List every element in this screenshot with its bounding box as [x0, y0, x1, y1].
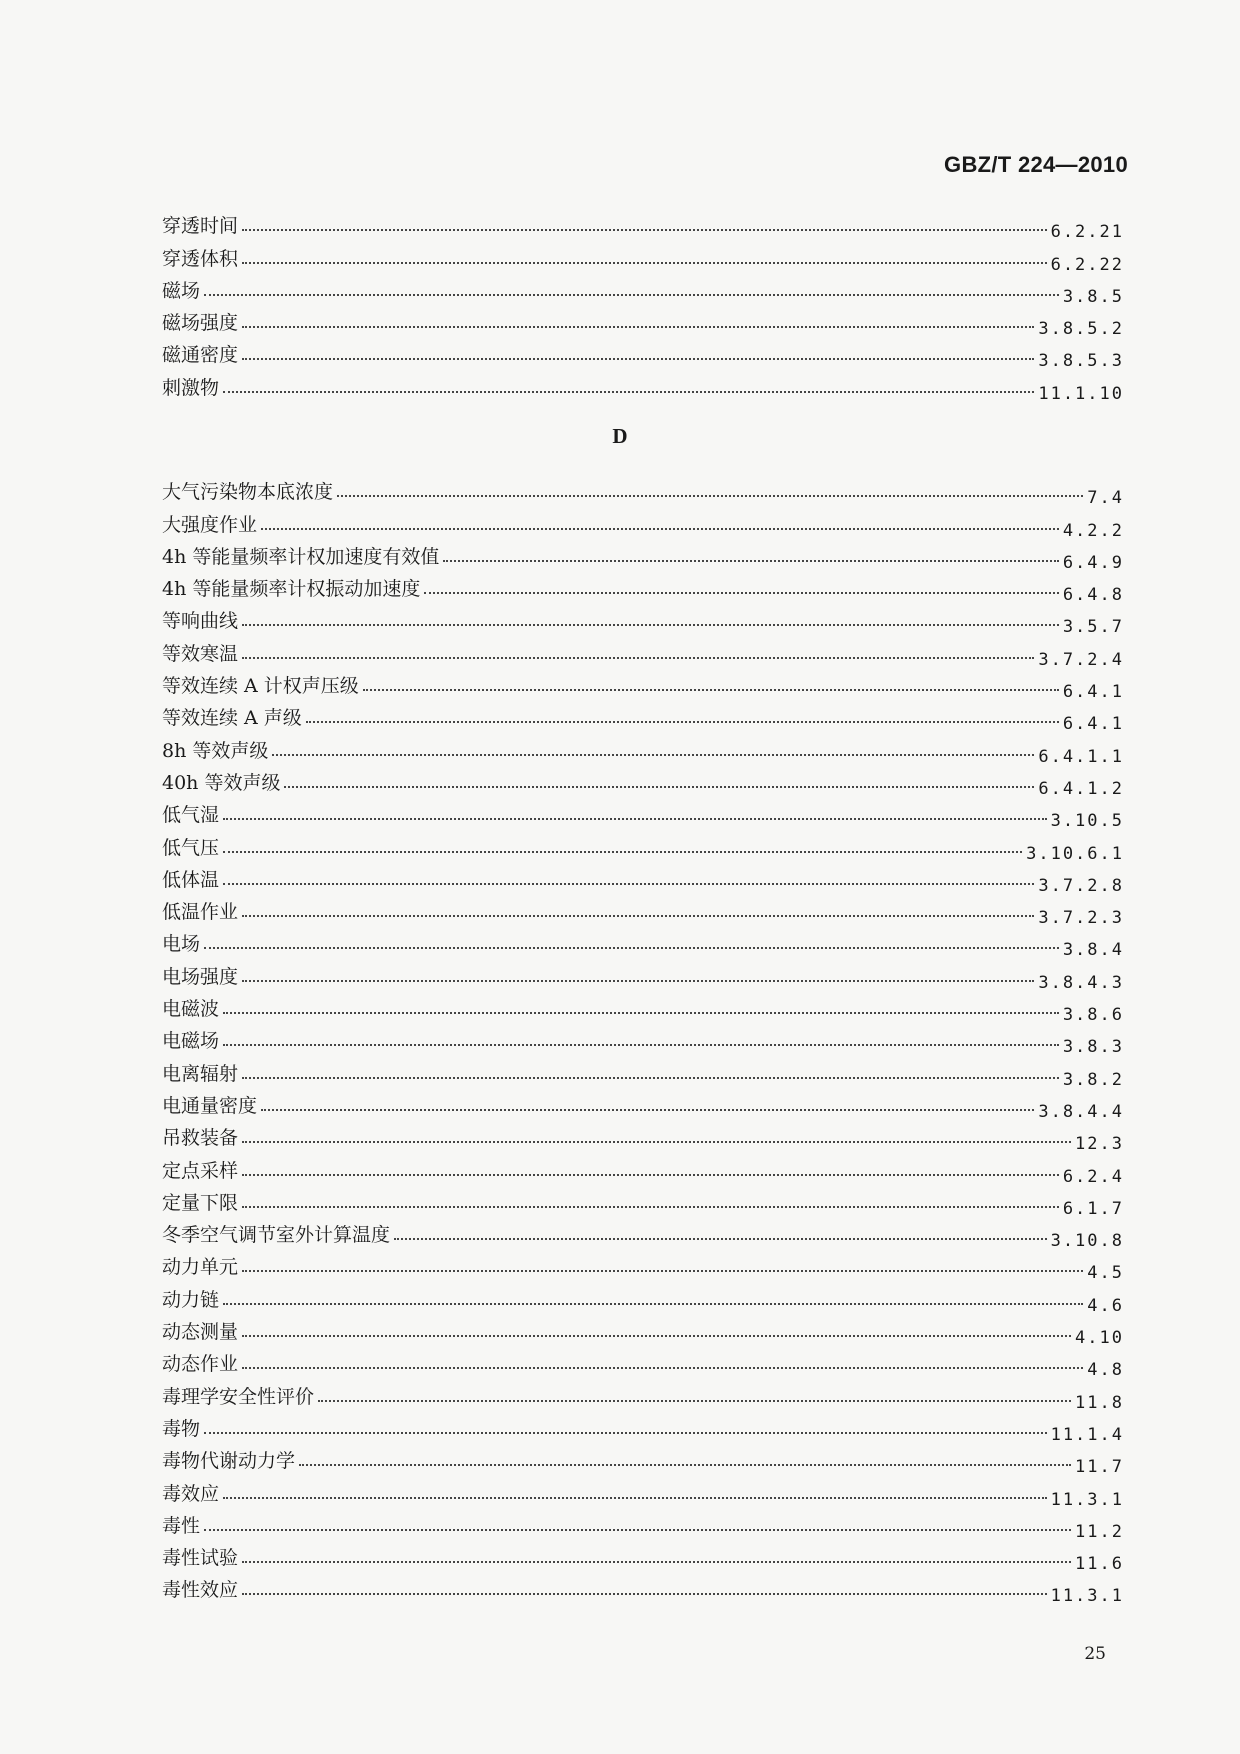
clause-reference: 6.2.22 [1050, 254, 1124, 275]
dot-leader [242, 262, 1047, 264]
clause-reference: 4.6 [1087, 1295, 1124, 1316]
index-term: 动力单元 [162, 1256, 239, 1279]
page-number: 25 [1084, 1644, 1106, 1664]
index-term: 等响曲线 [162, 610, 239, 633]
index-entry [162, 1310, 1124, 1349]
clause-reference: 3.8.6 [1062, 1005, 1124, 1026]
section-letter-d: D [612, 424, 628, 448]
index-term: 电场 [162, 933, 201, 956]
index-entry [162, 1148, 1124, 1187]
clause-reference: 4.2.2 [1062, 520, 1124, 541]
index-entry [162, 825, 1124, 864]
clause-reference: 6.4.1 [1062, 682, 1124, 703]
clause-reference: 3.7.2.4 [1038, 649, 1124, 670]
clause-reference: 12.3 [1075, 1134, 1124, 1155]
clause-reference: 11.1.10 [1038, 383, 1124, 404]
clause-reference: 3.7.2.3 [1038, 908, 1124, 929]
clause-reference: 4.10 [1075, 1328, 1124, 1349]
index-term: 毒物 [162, 1417, 201, 1440]
dot-leader [242, 1141, 1071, 1143]
clause-reference: 3.10.5 [1050, 811, 1124, 832]
dot-leader [242, 915, 1034, 917]
index-entry [162, 333, 1124, 372]
dot-leader [204, 947, 1059, 949]
index-term: 40h 等效声级 [162, 771, 281, 794]
dot-leader [242, 657, 1034, 659]
clause-reference: 3.8.4 [1062, 940, 1124, 961]
index-entry [162, 1084, 1124, 1122]
index-entry [162, 728, 1124, 767]
dot-leader [242, 1174, 1059, 1176]
index-term: 冬季空气调节室外计算温度 [162, 1224, 391, 1247]
clause-reference: 6.2.21 [1050, 222, 1124, 243]
clause-reference: 4.5 [1087, 1263, 1124, 1284]
dot-leader [318, 1400, 1071, 1402]
index-term: 毒物代谢动力学 [162, 1450, 296, 1473]
index-term: 等效连续 A 声级 [162, 707, 302, 730]
dot-leader [204, 1432, 1047, 1434]
index-entry [162, 1568, 1124, 1607]
clause-reference: 3.8.5.3 [1038, 351, 1124, 372]
index-term: 低体温 [162, 868, 220, 891]
index-entry [162, 567, 1124, 606]
index-entry [162, 1471, 1124, 1510]
index-entry [162, 470, 1124, 509]
index-entry [162, 502, 1124, 541]
dot-leader [223, 851, 1022, 853]
clause-reference: 11.7 [1075, 1457, 1124, 1478]
dot-leader [242, 1367, 1083, 1369]
clause-reference: 3.8.2 [1062, 1069, 1124, 1090]
clause-reference: 3.8.4.4 [1038, 1101, 1124, 1122]
clause-reference: 11.1.4 [1050, 1424, 1124, 1445]
dot-leader [223, 1012, 1059, 1014]
index-term: 毒理学安全性评价 [162, 1385, 315, 1408]
index-entry [162, 793, 1124, 832]
index-entry [162, 761, 1124, 799]
clause-reference: 6.2.4 [1062, 1166, 1124, 1187]
dot-leader [363, 689, 1059, 691]
dot-leader [306, 721, 1059, 723]
index-entry [162, 1116, 1124, 1155]
index-term: 大强度作业 [162, 513, 258, 536]
index-term: 定点采样 [162, 1159, 239, 1182]
dot-leader [242, 326, 1034, 328]
index-entry [162, 301, 1124, 340]
dot-leader [242, 1561, 1071, 1563]
index-entry [162, 1439, 1124, 1478]
clause-reference: 6.1.7 [1062, 1198, 1124, 1219]
index-entry [162, 1213, 1124, 1252]
index-term: 毒性效应 [162, 1579, 239, 1602]
index-term: 等效连续 A 计权声压级 [162, 675, 359, 698]
index-entry [162, 204, 1124, 243]
clause-reference: 3.7.2.8 [1038, 875, 1124, 896]
index-term: 磁通密度 [162, 344, 239, 367]
index-term: 毒性试验 [162, 1547, 239, 1570]
dot-leader [261, 1109, 1034, 1111]
dot-leader [223, 1497, 1047, 1499]
index-term: 4h 等能量频率计权振动加速度 [162, 578, 421, 601]
index-term: 电场强度 [162, 965, 239, 988]
index-entry [162, 631, 1124, 670]
dot-leader [242, 624, 1059, 626]
clause-reference: 7.4 [1087, 488, 1124, 509]
index-entry [162, 535, 1124, 573]
clause-reference: 6.4.1.1 [1038, 746, 1124, 767]
index-term: 动态作业 [162, 1353, 239, 1376]
index-term: 电通量密度 [162, 1094, 258, 1117]
index-entry [162, 987, 1124, 1026]
index-entry [162, 1051, 1124, 1090]
index-term: 8h 等效声级 [162, 739, 269, 762]
index-entry [162, 1245, 1124, 1284]
clause-reference: 3.8.3 [1062, 1037, 1124, 1058]
dot-leader [261, 528, 1059, 530]
index-term: 毒性 [162, 1514, 201, 1537]
index-term: 电磁波 [162, 998, 220, 1021]
index-term: 电磁场 [162, 1030, 220, 1053]
clause-reference: 3.5.7 [1062, 617, 1124, 638]
clause-reference: 11.2 [1075, 1521, 1124, 1542]
index-entry [162, 1342, 1124, 1381]
index-entry [162, 365, 1124, 404]
index-entry [162, 1536, 1124, 1575]
dot-leader [242, 1206, 1059, 1208]
index-entry [162, 1277, 1124, 1316]
index-term: 吊救装备 [162, 1127, 239, 1150]
index-term: 动力链 [162, 1288, 220, 1311]
dot-leader [242, 1270, 1083, 1272]
index-term: 动态测量 [162, 1321, 239, 1344]
index-term: 大气污染物本底浓度 [162, 481, 334, 504]
dot-leader [242, 1077, 1059, 1079]
index-entry [162, 1504, 1124, 1542]
dot-leader [242, 1593, 1047, 1595]
index-term: 毒效应 [162, 1482, 220, 1505]
dot-leader [223, 1303, 1083, 1305]
clause-reference: 6.4.8 [1062, 585, 1124, 606]
clause-reference: 6.4.1 [1062, 714, 1124, 735]
clause-reference: 11.6 [1075, 1554, 1124, 1575]
dot-leader [223, 818, 1047, 820]
dot-leader [242, 358, 1034, 360]
index-entry [162, 890, 1124, 929]
index-entry [162, 1374, 1124, 1413]
index-term: 低气湿 [162, 804, 220, 827]
clause-reference: 3.10.8 [1050, 1231, 1124, 1252]
index-entry [162, 1181, 1124, 1219]
dot-leader [204, 294, 1059, 296]
dot-leader [242, 229, 1047, 231]
clause-reference: 3.8.4.3 [1038, 972, 1124, 993]
dot-leader [223, 1044, 1059, 1046]
dot-leader [299, 1464, 1071, 1466]
index-term: 穿透体积 [162, 247, 239, 270]
index-entry [162, 664, 1124, 703]
clause-reference: 4.8 [1087, 1360, 1124, 1381]
dot-leader [223, 883, 1034, 885]
dot-leader [443, 560, 1058, 562]
index-term: 穿透时间 [162, 215, 239, 238]
dot-leader [337, 495, 1083, 497]
index-entry [162, 858, 1124, 896]
index-entry [162, 954, 1124, 993]
dot-leader [424, 592, 1058, 594]
dot-leader [223, 391, 1034, 393]
index-term: 低温作业 [162, 901, 239, 924]
dot-leader [204, 1529, 1071, 1531]
index-entry [162, 696, 1124, 735]
clause-reference: 11.3.1 [1050, 1489, 1124, 1510]
dot-leader [394, 1238, 1047, 1240]
dot-leader [242, 1335, 1071, 1337]
clause-reference: 3.8.5 [1062, 286, 1124, 307]
clause-reference: 6.4.1.2 [1038, 778, 1124, 799]
dot-leader [242, 980, 1034, 982]
index-entry [162, 922, 1124, 961]
index-entry [162, 1019, 1124, 1058]
index-entry [162, 599, 1124, 638]
clause-reference: 3.10.6.1 [1026, 843, 1124, 864]
index-entry [162, 236, 1124, 275]
dot-leader [284, 786, 1034, 788]
index-term: 磁场强度 [162, 312, 239, 335]
index-entry [162, 1407, 1124, 1445]
index-term: 电离辐射 [162, 1062, 239, 1085]
index-list-top [162, 204, 1124, 404]
clause-reference: 3.8.5.2 [1038, 319, 1124, 340]
clause-reference: 11.3.1 [1050, 1586, 1124, 1607]
dot-leader [272, 754, 1034, 756]
index-term: 刺激物 [162, 376, 220, 399]
index-entry [162, 269, 1124, 307]
document-code: GBZ/T 224—2010 [944, 152, 1128, 177]
index-term: 低气压 [162, 836, 220, 859]
index-term: 4h 等能量频率计权加速度有效值 [162, 545, 440, 568]
clause-reference: 11.8 [1075, 1392, 1124, 1413]
clause-reference: 6.4.9 [1062, 552, 1124, 573]
index-term: 磁场 [162, 279, 201, 302]
index-list-d [162, 470, 1124, 1607]
index-term: 等效寒温 [162, 642, 239, 665]
index-term: 定量下限 [162, 1191, 239, 1214]
